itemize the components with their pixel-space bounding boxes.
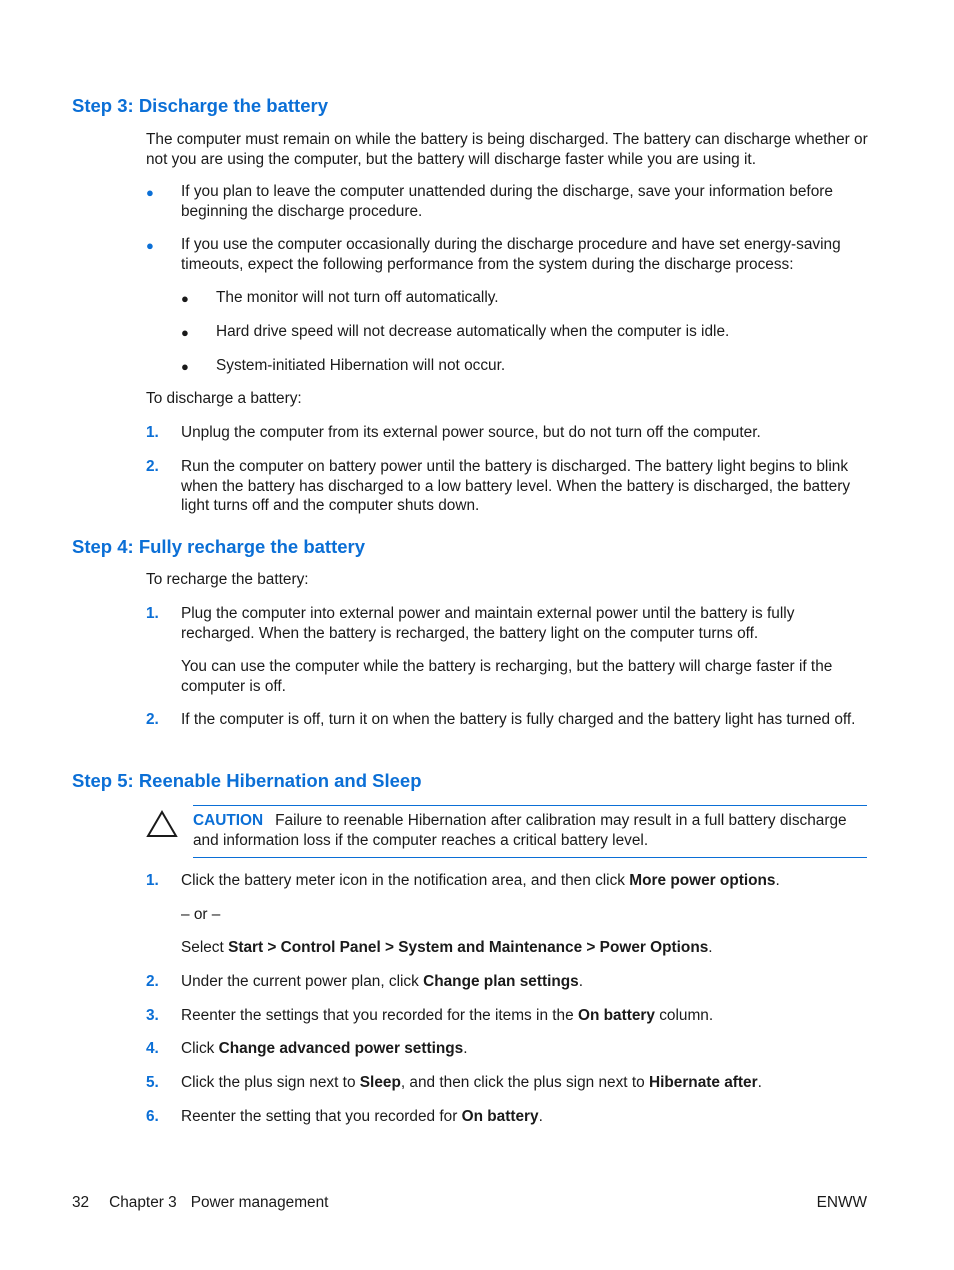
step-number: 1. bbox=[146, 605, 159, 622]
step-text: column. bbox=[654, 1007, 714, 1024]
step-text: Reenter the setting that you recorded for bbox=[181, 1108, 462, 1125]
step3-sub-bullet-2: Hard drive speed will not decrease automatically when the computer is idle. bbox=[216, 323, 730, 340]
page-footer-left bbox=[72, 1193, 328, 1213]
ui-term: On battery bbox=[461, 1108, 539, 1125]
step-text: Click the plus sign next to bbox=[181, 1074, 360, 1091]
step5-step-1-alt bbox=[181, 938, 871, 958]
step3-intro: The computer must remain on while the battery is being discharged. The battery can discharge whether or not you are using the computer, but the battery will discharge faster while you are using it. bbox=[146, 131, 868, 168]
step-text: . bbox=[578, 973, 584, 990]
step-number: 1. bbox=[146, 424, 159, 441]
bullet-icon: ● bbox=[181, 359, 189, 374]
step5-step-1 bbox=[181, 871, 871, 891]
ui-term: Change plan settings bbox=[423, 973, 579, 990]
ui-term: On battery bbox=[577, 1007, 655, 1024]
step-number: 3. bbox=[146, 1007, 159, 1024]
caution-text: Failure to reenable Hibernation after calibration may result in a full battery discharge and information loss if the computer reaches a critical battery level. bbox=[193, 812, 847, 849]
bullet-icon: ● bbox=[181, 325, 189, 340]
step5-step-3 bbox=[181, 1006, 871, 1026]
step-text: Select bbox=[181, 939, 229, 956]
step5-step-5 bbox=[181, 1073, 871, 1093]
step3-sub-bullet-1: The monitor will not turn off automatically. bbox=[216, 289, 499, 306]
step-number: 5. bbox=[146, 1074, 159, 1091]
step3-bullet-1: If you plan to leave the computer unattended during the discharge, save your information before beginning the discharge procedure. bbox=[181, 183, 833, 220]
caution-icon bbox=[146, 810, 178, 844]
step3-sub-bullet-3: System-initiated Hibernation will not occur. bbox=[216, 357, 506, 374]
bullet-icon: ● bbox=[181, 291, 189, 306]
caution-text-block bbox=[193, 806, 867, 850]
step-text: . bbox=[708, 939, 713, 956]
ui-term: Sleep bbox=[359, 1074, 401, 1091]
step5-step-4 bbox=[181, 1039, 871, 1059]
step-text: . bbox=[775, 872, 780, 889]
step5-step-2 bbox=[181, 972, 871, 992]
section-heading-step5: Step 5: Reenable Hibernation and Sleep bbox=[72, 770, 422, 791]
section-heading-step4: Step 4: Fully recharge the battery bbox=[72, 536, 366, 557]
step4-step-2: If the computer is off, turn it on when the battery is fully charged and the battery light has turned off. bbox=[181, 711, 856, 728]
ui-term: Change advanced power settings bbox=[218, 1040, 464, 1057]
section-heading-step3: Step 3: Discharge the battery bbox=[72, 95, 328, 116]
bullet-icon: ● bbox=[146, 185, 154, 200]
page-footer-code: ENWW bbox=[816, 1194, 867, 1211]
step-text: . bbox=[538, 1108, 543, 1125]
step-text: Click bbox=[181, 1040, 219, 1057]
ui-term: More power options bbox=[629, 872, 776, 889]
ui-path: Start > Control Panel > System and Maintenance > Power Options bbox=[228, 939, 709, 956]
step-number: 2. bbox=[146, 973, 159, 990]
step3-lead: To discharge a battery: bbox=[146, 390, 302, 407]
page-number: 32 bbox=[72, 1194, 90, 1211]
step-text: , and then click the plus sign next to bbox=[400, 1074, 649, 1091]
or-separator: – or – bbox=[181, 906, 221, 923]
step-number: 6. bbox=[146, 1108, 159, 1125]
step5-step-6 bbox=[181, 1107, 871, 1127]
ui-term: Hibernate after bbox=[648, 1074, 758, 1091]
step3-step-1: Unplug the computer from its external power source, but do not turn off the computer. bbox=[181, 424, 761, 441]
chapter-label: Chapter 3 bbox=[109, 1194, 177, 1211]
caution-box bbox=[193, 805, 867, 858]
step3-bullet-2: If you use the computer occasionally during the discharge procedure and have set energy-saving timeouts, expect the following performance from the system during the discharge process: bbox=[181, 236, 841, 273]
step-text: . bbox=[757, 1074, 762, 1091]
step4-step-1-note: You can use the computer while the battery is recharging, but the battery will charge faster if the computer is off. bbox=[181, 658, 833, 695]
step-number: 2. bbox=[146, 711, 159, 728]
step-text: . bbox=[463, 1040, 468, 1057]
step-number: 4. bbox=[146, 1040, 159, 1057]
step-number: 1. bbox=[146, 872, 159, 889]
chapter-title: Power management bbox=[190, 1194, 329, 1211]
step-text: Click the battery meter icon in the notification area, and then click bbox=[181, 872, 630, 889]
step-number: 2. bbox=[146, 458, 159, 475]
caution-label: CAUTION bbox=[193, 812, 264, 829]
bullet-icon: ● bbox=[146, 238, 154, 253]
step3-step-2: Run the computer on battery power until the battery is discharged. The battery light begins to blink when the battery has discharged to a low battery level. When the battery is discharged, the battery light turns off and the computer shuts down. bbox=[181, 458, 851, 514]
step-text: Reenter the settings that you recorded for the items in the bbox=[181, 1007, 578, 1024]
step4-lead: To recharge the battery: bbox=[146, 571, 309, 588]
step-text: Under the current power plan, click bbox=[181, 973, 424, 990]
step4-step-1: Plug the computer into external power and maintain external power until the battery is fully recharged. When the battery is recharged, the battery light on the computer turns off. bbox=[181, 605, 795, 642]
